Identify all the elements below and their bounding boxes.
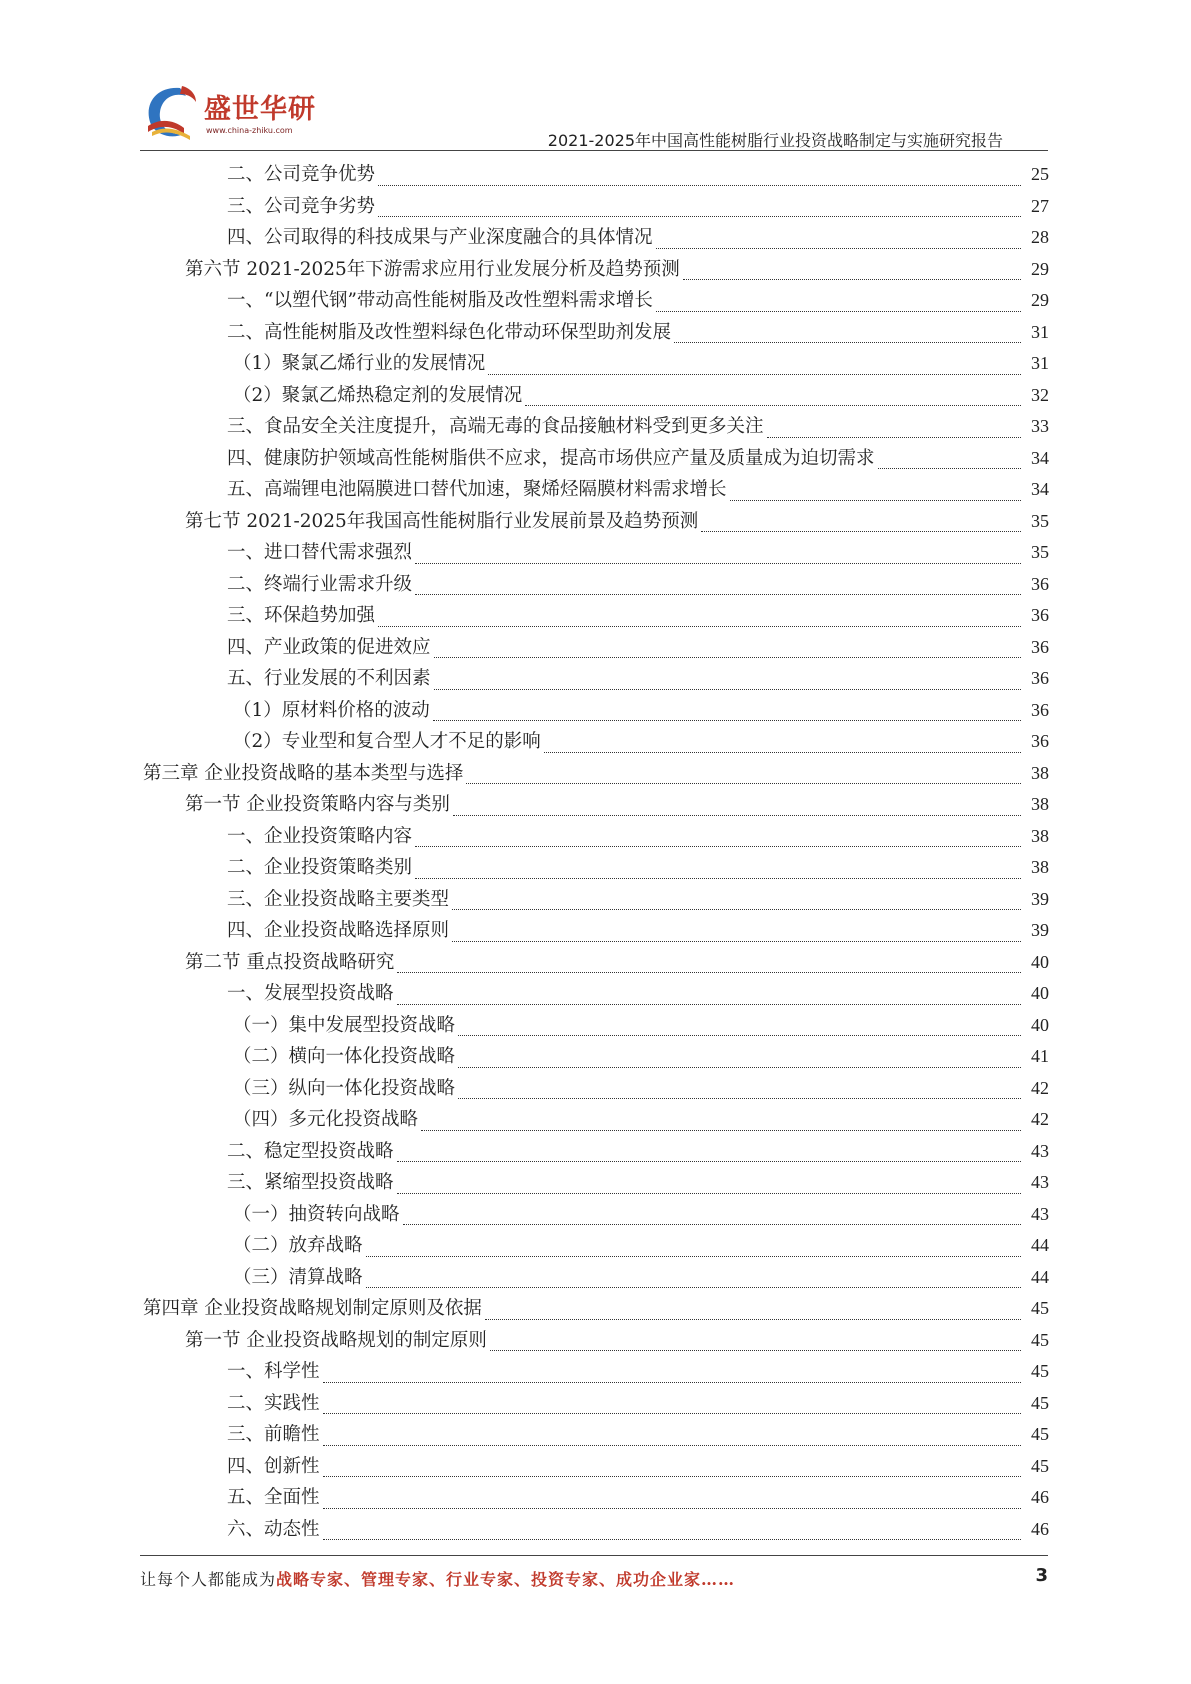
toc-entry-title: （二）放弃战略 <box>233 1235 363 1256</box>
toc-entry-page: 43 <box>1031 1203 1049 1224</box>
page-number: 3 <box>1035 1565 1048 1586</box>
toc-entry[interactable] <box>0 1514 1191 1546</box>
toc-dot-leader <box>544 752 1021 753</box>
toc-entry[interactable] <box>0 443 1191 475</box>
toc-entry-title: 一、企业投资策略内容 <box>227 825 413 847</box>
toc-entry-title: 第一节 企业投资策略内容与类别 <box>185 794 450 815</box>
toc-dot-leader <box>466 783 1021 784</box>
toc-entry-title: 五、高端锂电池隔膜进口替代加速，聚烯烃隔膜材料需求增长 <box>227 479 727 500</box>
toc-entry-page: 36 <box>1031 731 1049 751</box>
toc-entry[interactable] <box>0 506 1191 538</box>
toc-entry-title: 一、发展型投资战略 <box>227 983 394 1004</box>
toc-dot-leader <box>767 437 1021 438</box>
toc-entry-title: 第三章 企业投资战略的基本类型与选择 <box>143 762 464 784</box>
toc-entry-page: 36 <box>1031 668 1049 688</box>
toc-dot-leader <box>415 594 1021 595</box>
toc-dot-leader <box>323 1382 1021 1383</box>
toc-entry-page: 34 <box>1031 479 1049 499</box>
toc-dot-leader <box>397 1161 1021 1162</box>
toc-entry-title: 二、实践性 <box>227 1392 320 1414</box>
toc-entry[interactable] <box>0 348 1191 380</box>
toc-entry[interactable] <box>0 537 1191 569</box>
footer-slogan <box>140 1567 735 1590</box>
toc-entry-title: （二）横向一体化投资战略 <box>233 1046 456 1067</box>
toc-entry[interactable] <box>0 1325 1191 1357</box>
toc-entry[interactable] <box>0 285 1191 317</box>
toc-entry[interactable] <box>0 411 1191 443</box>
toc-entry-page: 38 <box>1031 762 1049 783</box>
toc-entry-title: （一）抽资转向战略 <box>233 1203 400 1225</box>
toc-entry-title: 四、企业投资战略选择原则 <box>227 920 450 941</box>
toc-entry[interactable] <box>0 884 1191 916</box>
toc-dot-leader <box>878 468 1021 469</box>
toc-entry-title: 三、环保趋势加强 <box>227 605 376 626</box>
toc-entry-title: 四、产业政策的促进效应 <box>227 636 431 658</box>
toc-dot-leader <box>452 941 1021 942</box>
toc-entry-page: 39 <box>1031 920 1049 940</box>
toc-entry-page: 31 <box>1031 353 1049 373</box>
toc-dot-leader <box>433 720 1021 721</box>
toc-entry-title: 二、稳定型投资战略 <box>227 1140 394 1162</box>
toc-entry-title: 三、食品安全关注度提升，高端无毒的食品接触材料受到更多关注 <box>227 416 764 437</box>
toc-dot-leader <box>415 878 1021 879</box>
toc-entry-page: 27 <box>1031 195 1049 216</box>
toc-dot-leader <box>656 311 1021 312</box>
toc-dot-leader <box>434 689 1021 690</box>
header-divider <box>140 150 1048 151</box>
toc-dot-leader <box>397 972 1021 973</box>
toc-entry-title: 三、前瞻性 <box>227 1424 320 1445</box>
toc-entry-page: 31 <box>1031 321 1049 342</box>
toc-entry[interactable] <box>0 1451 1191 1483</box>
logo-name: 盛世华研 <box>204 94 316 125</box>
toc-entry-title: 三、企业投资战略主要类型 <box>227 888 450 910</box>
toc-entry[interactable] <box>0 191 1191 223</box>
toc-entry-title: 二、企业投资策略类别 <box>227 857 413 878</box>
toc-entry-page: 46 <box>1031 1487 1049 1507</box>
toc-entry[interactable] <box>0 758 1191 790</box>
toc-entry-page: 36 <box>1031 636 1049 657</box>
toc-entry[interactable] <box>0 600 1191 632</box>
toc-dot-leader <box>421 1130 1021 1131</box>
toc-entry-page: 43 <box>1031 1140 1049 1161</box>
toc-entry[interactable] <box>0 1167 1191 1199</box>
toc-entry[interactable] <box>0 947 1191 979</box>
toc-entry-page: 45 <box>1031 1455 1049 1476</box>
toc-entry[interactable] <box>0 222 1191 254</box>
toc-entry-page: 42 <box>1031 1077 1049 1098</box>
toc-entry-title: （1）原材料价格的波动 <box>233 699 430 721</box>
toc-dot-leader <box>683 279 1021 280</box>
toc-dot-leader <box>458 1098 1021 1099</box>
toc-entry[interactable] <box>0 789 1191 821</box>
toc-entry-title: 四、健康防护领域高性能树脂供不应求，提高市场供应产量及质量成为迫切需求 <box>227 447 875 469</box>
toc-dot-leader <box>415 846 1021 847</box>
toc-entry-page: 41 <box>1031 1046 1049 1066</box>
toc-dot-leader <box>378 185 1021 186</box>
toc-entry[interactable] <box>0 978 1191 1010</box>
toc-entry[interactable] <box>0 1010 1191 1042</box>
toc-dot-leader <box>485 1319 1021 1320</box>
toc-entry-title: 一、进口替代需求强烈 <box>227 542 413 563</box>
toc-dot-leader <box>488 374 1021 375</box>
toc-entry-page: 29 <box>1031 258 1049 279</box>
toc-entry[interactable] <box>0 380 1191 412</box>
logo-emblem-icon <box>140 82 204 144</box>
company-logo <box>140 82 320 144</box>
toc-dot-leader <box>323 1413 1021 1414</box>
toc-dot-leader <box>366 1256 1021 1257</box>
toc-entry-title: 五、行业发展的不利因素 <box>227 668 431 689</box>
toc-dot-leader <box>458 1035 1021 1036</box>
toc-dot-leader <box>397 1004 1021 1005</box>
toc-entry[interactable] <box>0 474 1191 506</box>
toc-entry-title: （1）聚氯乙烯行业的发展情况 <box>233 353 486 374</box>
toc-dot-leader <box>323 1539 1021 1540</box>
toc-entry-title: 第二节 重点投资战略研究 <box>185 951 395 973</box>
toc-entry[interactable] <box>0 1293 1191 1325</box>
logo-url: www.china-zhiku.com <box>206 126 293 135</box>
toc-dot-leader <box>453 815 1021 816</box>
toc-entry-page: 38 <box>1031 794 1049 814</box>
toc-entry[interactable] <box>0 1073 1191 1105</box>
toc-entry-title: 五、全面性 <box>227 1487 320 1508</box>
table-of-contents <box>0 159 1191 1545</box>
toc-dot-leader <box>730 500 1021 501</box>
toc-entry-page: 32 <box>1031 384 1049 405</box>
toc-entry[interactable] <box>0 852 1191 884</box>
toc-entry-title: 六、动态性 <box>227 1518 320 1540</box>
toc-entry[interactable] <box>0 632 1191 664</box>
toc-entry-title: 二、高性能树脂及改性塑料绿色化带动环保型助剂发展 <box>227 321 672 343</box>
toc-entry[interactable] <box>0 569 1191 601</box>
toc-entry-page: 45 <box>1031 1329 1049 1350</box>
toc-dot-leader <box>656 248 1021 249</box>
toc-entry-page: 45 <box>1031 1361 1049 1381</box>
footer-divider <box>140 1555 1048 1556</box>
toc-entry-page: 39 <box>1031 888 1049 909</box>
toc-dot-leader <box>366 1287 1021 1288</box>
toc-entry-page: 35 <box>1031 542 1049 562</box>
toc-dot-leader <box>397 1193 1021 1194</box>
toc-dot-leader <box>458 1067 1021 1068</box>
toc-entry-page: 40 <box>1031 983 1049 1003</box>
toc-dot-leader <box>323 1508 1021 1509</box>
toc-entry-title: 第四章 企业投资战略规划制定原则及依据 <box>143 1298 482 1319</box>
toc-entry-page: 44 <box>1031 1266 1049 1287</box>
toc-entry-title: 一、“以塑代钢”带动高性能树脂及改性塑料需求增长 <box>227 290 653 311</box>
toc-entry[interactable] <box>0 1419 1191 1451</box>
toc-entry[interactable] <box>0 1262 1191 1294</box>
toc-entry-title: 二、公司竞争优势 <box>227 164 376 185</box>
toc-dot-leader <box>415 563 1021 564</box>
toc-entry-title: 三、公司竞争劣势 <box>227 195 376 217</box>
toc-entry[interactable] <box>0 726 1191 758</box>
toc-entry[interactable] <box>0 821 1191 853</box>
toc-entry[interactable] <box>0 1104 1191 1136</box>
toc-entry-title: 二、终端行业需求升级 <box>227 573 413 595</box>
toc-entry[interactable] <box>0 1199 1191 1231</box>
toc-entry-page: 45 <box>1031 1392 1049 1413</box>
toc-entry[interactable] <box>0 1482 1191 1514</box>
toc-dot-leader <box>378 216 1021 217</box>
toc-entry-title: （四）多元化投资战略 <box>233 1109 419 1130</box>
toc-entry[interactable] <box>0 159 1191 191</box>
toc-entry-page: 35 <box>1031 510 1049 531</box>
toc-entry-page: 43 <box>1031 1172 1049 1192</box>
toc-dot-leader <box>701 531 1021 532</box>
toc-entry-page: 40 <box>1031 951 1049 972</box>
toc-entry-page: 42 <box>1031 1109 1049 1129</box>
toc-entry-page: 45 <box>1031 1424 1049 1444</box>
toc-entry-page: 40 <box>1031 1014 1049 1035</box>
toc-entry-page: 44 <box>1031 1235 1049 1255</box>
toc-entry-title: （三）清算战略 <box>233 1266 363 1288</box>
footer-slogan-roles: 战略专家、管理专家、行业专家、投资专家、成功企业家…… <box>276 1570 736 1589</box>
toc-entry-page: 36 <box>1031 699 1049 720</box>
toc-entry[interactable] <box>0 915 1191 947</box>
toc-dot-leader <box>323 1476 1021 1477</box>
toc-dot-leader <box>452 909 1021 910</box>
toc-dot-leader <box>403 1224 1021 1225</box>
toc-entry-title: 三、紧缩型投资战略 <box>227 1172 394 1193</box>
toc-entry-title: 四、公司取得的科技成果与产业深度融合的具体情况 <box>227 227 653 248</box>
toc-dot-leader <box>378 626 1021 627</box>
footer-slogan-prefix: 让每个人都能成为 <box>140 1570 277 1589</box>
toc-entry[interactable] <box>0 1356 1191 1388</box>
toc-dot-leader <box>323 1445 1021 1446</box>
toc-entry-page: 33 <box>1031 416 1049 436</box>
toc-entry-page: 34 <box>1031 447 1049 468</box>
toc-entry-page: 36 <box>1031 605 1049 625</box>
toc-entry-page: 38 <box>1031 857 1049 877</box>
toc-entry-title: 第六节 2021-2025年下游需求应用行业发展分析及趋势预测 <box>185 258 680 280</box>
toc-entry-page: 38 <box>1031 825 1049 846</box>
toc-entry[interactable] <box>0 1230 1191 1262</box>
toc-dot-leader <box>490 1350 1021 1351</box>
toc-entry-title: （2）聚氯乙烯热稳定剂的发展情况 <box>233 384 523 406</box>
toc-entry-title: 一、科学性 <box>227 1361 320 1382</box>
toc-entry-page: 45 <box>1031 1298 1049 1318</box>
toc-entry-title: 第一节 企业投资战略规划的制定原则 <box>185 1329 487 1351</box>
toc-entry-page: 29 <box>1031 290 1049 310</box>
toc-dot-leader <box>525 405 1021 406</box>
toc-dot-leader <box>434 657 1021 658</box>
toc-entry[interactable] <box>0 695 1191 727</box>
toc-entry-page: 28 <box>1031 227 1049 247</box>
toc-entry[interactable] <box>0 1041 1191 1073</box>
toc-entry[interactable] <box>0 317 1191 349</box>
toc-entry-page: 25 <box>1031 164 1049 184</box>
toc-entry-title: （三）纵向一体化投资战略 <box>233 1077 456 1099</box>
toc-entry-page: 46 <box>1031 1518 1049 1539</box>
toc-entry-page: 36 <box>1031 573 1049 594</box>
toc-entry[interactable] <box>0 663 1191 695</box>
toc-entry[interactable] <box>0 254 1191 286</box>
toc-entry-title: （2）专业型和复合型人才不足的影响 <box>233 731 541 752</box>
report-title: 2021-2025年中国高性能树脂行业投资战略制定与实施研究报告 <box>547 131 1003 150</box>
toc-entry-title: 四、创新性 <box>227 1455 320 1477</box>
toc-entry-title: （一）集中发展型投资战略 <box>233 1014 456 1036</box>
toc-entry[interactable] <box>0 1136 1191 1168</box>
toc-dot-leader <box>674 342 1021 343</box>
toc-entry-title: 第七节 2021-2025年我国高性能树脂行业发展前景及趋势预测 <box>185 510 699 532</box>
toc-entry[interactable] <box>0 1388 1191 1420</box>
